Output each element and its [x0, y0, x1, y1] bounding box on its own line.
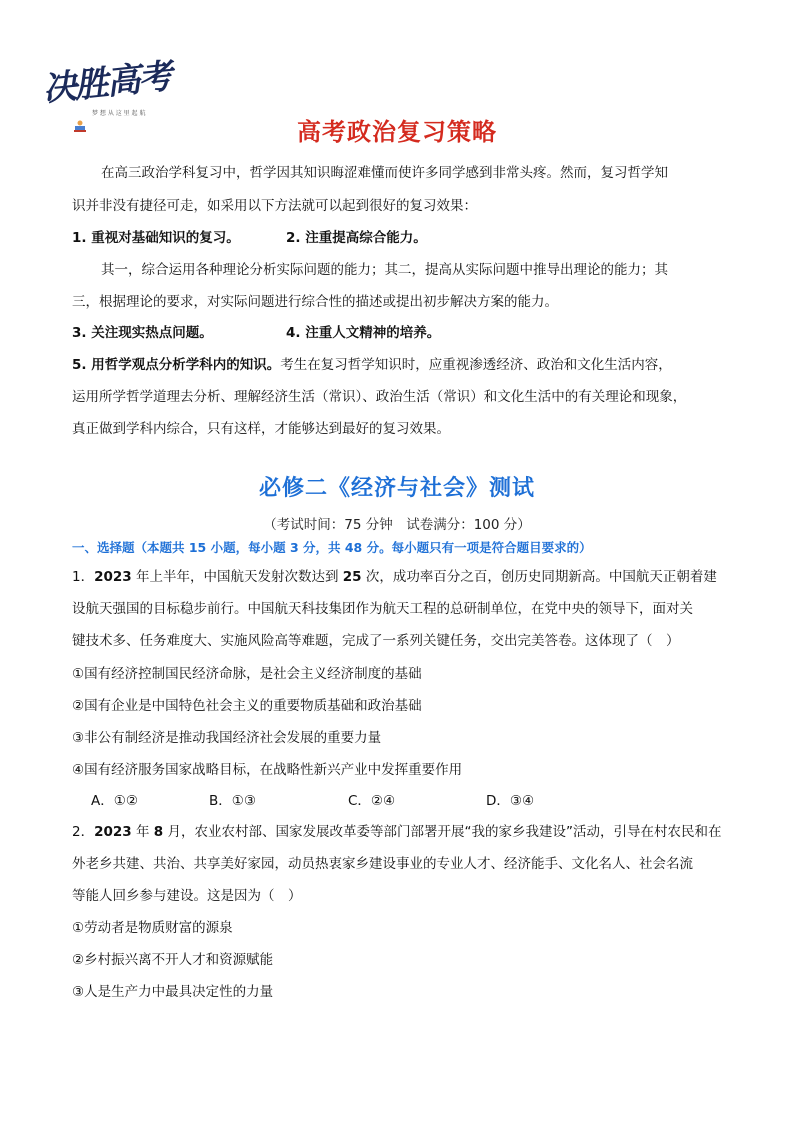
- logo-text: 决胜高考: [40, 56, 173, 110]
- q2-line-3: 等能人回乡参与建设。这是因为（ ）: [72, 888, 302, 904]
- section-heading: 一、选择题（本题共 15 小题，每小题 3 分，共 48 分。每小题只有一项是符合题目要求的）: [72, 540, 592, 555]
- strategy-intro-line-2: 识并非没有捷径可走，如采用以下方法就可以起到很好的复习效果：: [72, 198, 477, 214]
- q2-text-a: 年: [131, 824, 154, 840]
- q1-year: 2023: [94, 569, 132, 585]
- q1-statement-1: ①国有经济控制国民经济命脉，是社会主义经济制度的基础: [72, 666, 422, 682]
- q1-text-a: 年上半年，中国航天发射次数达到: [131, 569, 343, 585]
- strategy-item-5-line: [72, 355, 732, 375]
- q1-option-d[interactable]: D．③④: [486, 793, 535, 809]
- q2-line-2: 外老乡共建、共治、共享美好家园，动员热衷家乡建设事业的专业人才、经济能手、文化名人、社会名流: [72, 856, 693, 872]
- q1-number: 1．: [72, 569, 95, 585]
- strategy-para-4: 真正做到学科内综合，只有这样，才能够达到最好的复习效果。: [72, 421, 450, 437]
- q1-statement-3: ③非公有制经济是推动我国经济社会发展的重要力量: [72, 730, 382, 746]
- q2-number: 2．: [72, 824, 95, 840]
- strategy-item-4: 4. 注重人文精神的培养。: [286, 325, 441, 341]
- q2-statement-3: ③人是生产力中最具决定性的力量: [72, 984, 274, 1000]
- q2-year: 2023: [94, 824, 132, 840]
- strategy-intro-line-1: 在高三政治学科复习中，哲学因其知识晦涩难懂而使许多同学感到非常头疼。然而，复习哲学知: [101, 165, 668, 181]
- q1-line-1: [72, 567, 732, 587]
- strategy-item-1: 1. 重视对基础知识的复习。: [72, 230, 240, 246]
- exam-subtitle: （考试时间：75 分钟 试卷满分：100 分）: [263, 517, 531, 533]
- q1-text-b: 次，成功率百分之百，创历史同期新高。中国航天正朝着建: [361, 569, 717, 585]
- strategy-para-2: 三，根据理论的要求，对实际问题进行综合性的描述或提出初步解决方案的能力。: [72, 294, 558, 310]
- q2-statement-1: ①劳动者是物质财富的源泉: [72, 920, 233, 936]
- q1-option-b[interactable]: B．①③: [209, 793, 256, 809]
- q2-text-b: 月，农业农村部、国家发展改革委等部门部署开展“我的家乡我建设”活动，引导在村农民和在: [163, 824, 722, 840]
- q2-month: 8: [153, 824, 164, 840]
- strategy-item-5-rest: 考生在复习哲学知识时，应重视渗透经济、政治和文化生活内容，: [280, 357, 672, 373]
- q2-line-1: [72, 822, 732, 842]
- strategy-item-2: 2. 注重提高综合能力。: [286, 230, 427, 246]
- q1-statement-4: ④国有经济服务国家战略目标，在战略性新兴产业中发挥重要作用: [72, 762, 463, 778]
- strategy-title: 高考政治复习策略: [297, 118, 497, 146]
- q1-line-2: 设航天强国的目标稳步前行。中国航天科技集团作为航天工程的总研制单位，在党中央的领导下，面对关: [72, 601, 693, 617]
- q1-statement-2: ②国有企业是中国特色社会主义的重要物质基础和政治基础: [72, 698, 422, 714]
- q2-statement-2: ②乡村振兴离不开人才和资源赋能: [72, 952, 274, 968]
- q1-count: 25: [342, 569, 362, 585]
- q1-option-c[interactable]: C．②④: [348, 793, 396, 809]
- exam-title: 必修二《经济与社会》测试: [258, 476, 535, 501]
- q1-line-3: 键技术多、任务难度大、实施风险高等难题，完成了一系列关键任务，交出完美答卷。这体现了（ ）: [72, 633, 680, 649]
- strategy-item-5: 5. 用哲学观点分析学科内的知识。: [72, 357, 281, 373]
- strategy-para-1: 其一，综合运用各种理论分析实际问题的能力；其二，提高从实际问题中推导出理论的能力；其: [101, 262, 668, 278]
- strategy-item-3: 3. 关注现实热点问题。: [72, 325, 213, 341]
- logo-tagline: 梦 想 从 这 里 起 航: [92, 110, 146, 117]
- strategy-para-3: 运用所学哲学道理去分析、理解经济生活（常识）、政治生活（常识）和文化生活中的有关理论和现象，: [72, 389, 687, 405]
- q1-option-a[interactable]: A．①②: [91, 793, 138, 809]
